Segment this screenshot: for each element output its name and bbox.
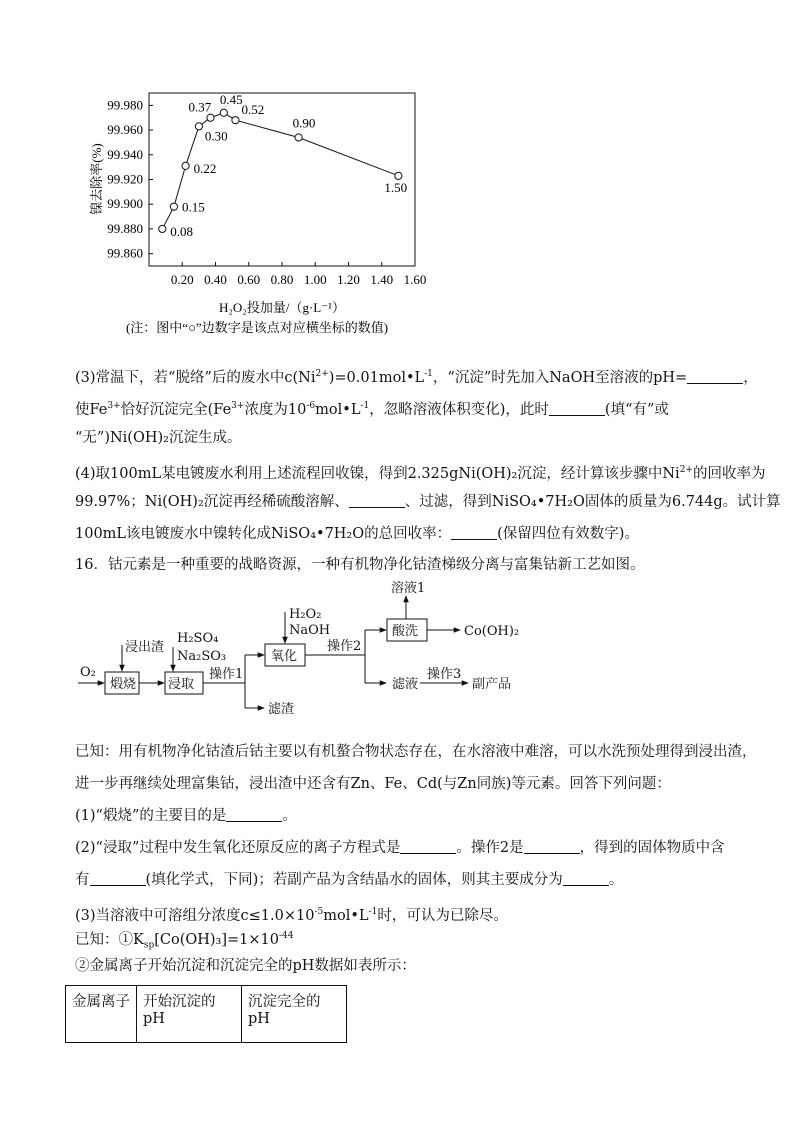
text: 16．钴元素是一种重要的战略资源，一种有机物净化钴渣梯级分离与富集钴新工艺如图。 <box>75 557 645 573</box>
o2-label: O₂ <box>80 665 96 680</box>
text: “无”)Ni(OH)₂沉淀生成。 <box>75 430 242 446</box>
q16-part-2-line-2 <box>75 870 623 890</box>
data-point-label: 0.90 <box>292 115 316 131</box>
known-line-1 <box>75 742 757 762</box>
sup: 3+ <box>107 401 121 411</box>
data-point-label: 0.52 <box>241 102 265 118</box>
text: (填化学式，下同)；若副产品为含结晶水的固体，则其主要成分为 <box>145 872 563 888</box>
text: )=0.01mol•L <box>328 369 425 386</box>
text: 99.97%；Ni(OH)₂沉淀再经稀硫酸溶解、 <box>75 494 349 510</box>
x-tick-label: 1.20 <box>337 272 360 287</box>
x-tick-label: 1.00 <box>303 272 327 287</box>
data-point-label: 0.30 <box>204 128 228 144</box>
sup: -44 <box>279 931 294 941</box>
answer-blank[interactable] <box>563 870 609 886</box>
text: ， <box>743 369 758 386</box>
sup: 3+ <box>231 401 245 411</box>
answer-blank[interactable] <box>90 870 146 886</box>
sup: -1 <box>424 369 433 379</box>
filtrate-label: 滤液 <box>392 677 419 692</box>
x-tick-label: 0.20 <box>170 272 194 287</box>
sup: -6 <box>306 401 316 411</box>
text: [Co(OH)₃]=1×10 <box>154 931 280 948</box>
calcine-label: 煅烧 <box>110 677 137 692</box>
product-label: Co(OH)₂ <box>464 624 520 639</box>
data-point-label: 0.08 <box>170 223 194 239</box>
filter-residue-label: 滤渣 <box>268 702 295 717</box>
y-tick-label: 99.900 <box>107 196 143 212</box>
sup: 2+ <box>679 465 693 475</box>
header-complete-ph: 沉淀完全的pH <box>242 986 347 1043</box>
y-tick-label: 99.860 <box>107 245 143 261</box>
y-axis-label: 镍去除率(%) <box>89 143 104 215</box>
text: (3)常温下，若“脱络”后的废水中c(Ni <box>75 369 316 386</box>
solution1-label: 溶液1 <box>391 581 426 596</box>
table-intro <box>75 956 416 976</box>
na2so3-label: Na₂SO₃ <box>177 649 227 664</box>
y-tick-label: 99.940 <box>107 146 143 162</box>
y-tick-label: 99.960 <box>107 122 143 138</box>
text: 的回收率为 <box>692 465 766 482</box>
text: (4)取100mL某电镀废水利用上述流程回收镍，得到2.325gNi(OH)₂沉淀，经计算该步骤中Ni <box>75 465 680 482</box>
answer-blank[interactable] <box>226 806 282 822</box>
q16-part-3 <box>75 902 508 926</box>
y-tick-label: 99.920 <box>107 171 143 187</box>
sup: -1 <box>368 907 378 917</box>
text: (3)当溶液中可溶组分浓度c≤1.0×10 <box>75 907 315 924</box>
q16-part-1 <box>75 806 297 826</box>
table-header-row <box>66 986 347 1043</box>
ksp-line <box>75 926 294 956</box>
data-point-label: 0.22 <box>193 160 217 176</box>
text: (保留四位有效数字)。 <box>497 526 639 542</box>
y-tick-label: 99.880 <box>107 220 143 236</box>
text: (2)“浸取”过程中发生氧化还原反应的离子方程式是 <box>75 840 401 856</box>
data-point-label: 0.45 <box>219 91 243 107</box>
text: 已知：①K <box>75 931 144 948</box>
sub: sp <box>143 940 155 951</box>
chart-note: (注：图中“○”边数字是该点对应横坐标的数值) <box>125 320 389 335</box>
text: mol•L <box>323 907 369 924</box>
oxidize-label: 氧化 <box>271 649 298 664</box>
x-tick-label: 1.40 <box>370 272 394 287</box>
leach-residue-label: 浸出渣 <box>125 640 165 655</box>
sup: -5 <box>314 907 324 917</box>
sup: -1 <box>360 401 370 411</box>
text: 时，可认为已除尽。 <box>377 907 508 924</box>
y-tick-label: 99.980 <box>107 97 143 113</box>
text: ，得到的固体物质中含 <box>579 840 725 856</box>
h2o2-label: H₂O₂ <box>289 607 322 622</box>
x-tick-label: 0.60 <box>237 272 261 287</box>
x-tick-label: 0.40 <box>204 272 227 287</box>
h2so4-label: H₂SO₄ <box>177 631 219 646</box>
op2-label: 操作2 <box>327 639 362 654</box>
text: 浓度为10 <box>244 401 307 418</box>
x-tick-label: 0.80 <box>270 272 294 287</box>
data-point-label: 0.15 <box>181 199 205 215</box>
known-line-2 <box>75 774 671 794</box>
text: 。 <box>282 808 297 824</box>
acid-wash-label: 酸洗 <box>392 624 419 639</box>
text: 。 <box>608 872 624 888</box>
sup: 2+ <box>315 369 329 379</box>
text: 。操作2是 <box>456 840 524 856</box>
data-point-label: 1.50 <box>384 179 408 195</box>
data-point-label: 0.37 <box>188 99 212 115</box>
x-axis-label: H₂O₂投加量/（g·L⁻¹） <box>219 300 345 315</box>
naoh-label: NaOH <box>289 623 331 638</box>
op3-label: 操作3 <box>427 667 462 682</box>
text: 已知：用有机物净化钴渣后钴主要以有机螯合物状态存在，在水溶液中难溶，可以水洗预处理得到浸出渣， <box>75 744 757 760</box>
header-metal-ion: 金属离子 <box>66 986 137 1043</box>
text: 使Fe <box>75 401 108 418</box>
answer-blank[interactable] <box>400 838 456 854</box>
text: (填“有”或 <box>604 401 669 418</box>
q16-part-2-line-1 <box>75 838 725 858</box>
byproduct-label: 副产品 <box>472 677 512 692</box>
text: ，“沉淀”时先加入NaOH至溶液的pH= <box>432 369 688 386</box>
text: ②金属离子开始沉淀和沉淀完全的pH数据如表所示： <box>75 958 416 974</box>
text: 恰好沉淀完全(Fe <box>120 401 232 418</box>
op1-label: 操作1 <box>209 667 244 682</box>
text: 有 <box>75 872 90 888</box>
leach-label: 浸取 <box>168 677 195 692</box>
text: (1)“煅烧”的主要目的是 <box>75 808 227 824</box>
text: mol•L <box>315 401 361 418</box>
text: 100mL该电镀废水中镍转化成NiSO₄•7H₂O的总回收率： <box>75 526 452 542</box>
x-tick-label: 1.60 <box>403 272 427 287</box>
text: 进一步再继续处理富集钴，浸出渣中还含有Zn、Fe、Cd(与Zn同族)等元素。回答下列问题： <box>75 776 671 792</box>
ph-table <box>65 985 347 1043</box>
text: 、过滤，得到NiSO₄•7H₂O固体的质量为6.744g。试计算 <box>404 494 781 510</box>
header-start-ph: 开始沉淀的pH <box>137 986 242 1043</box>
text: ，忽略溶液体积变化)，此时 <box>369 401 549 418</box>
answer-blank[interactable] <box>524 838 580 854</box>
